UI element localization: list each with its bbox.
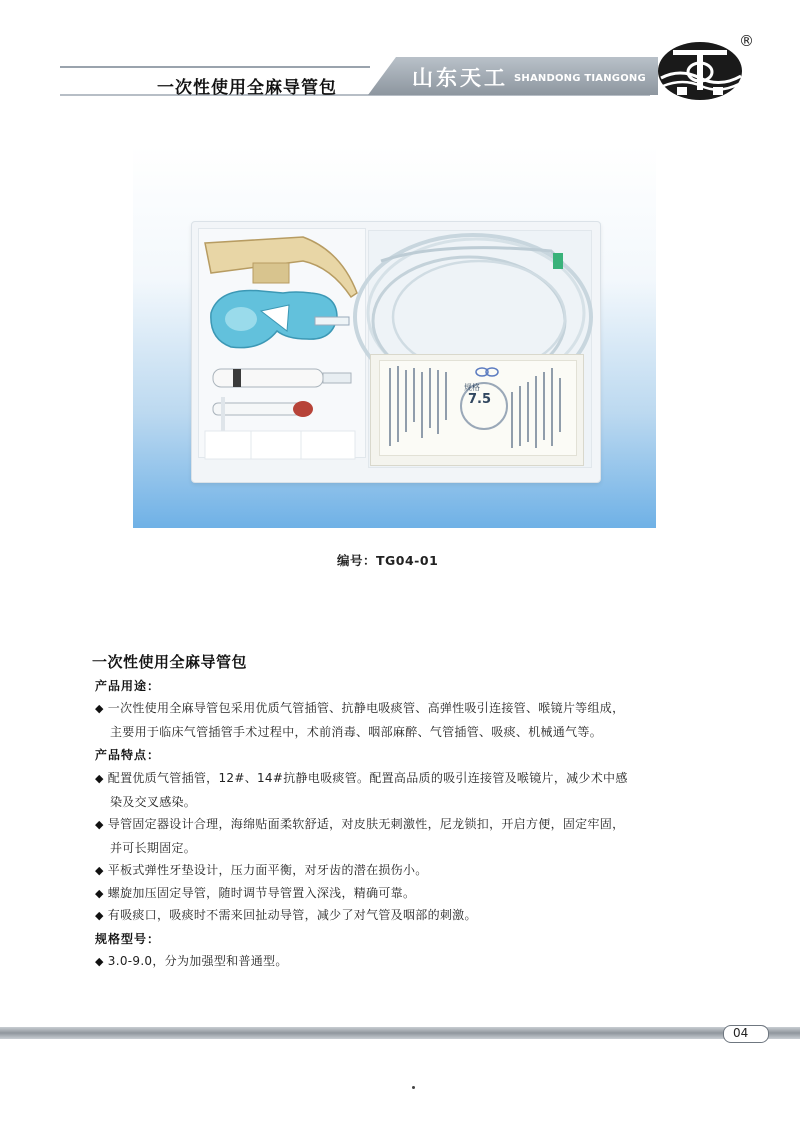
brand-name-en: SHANDONG TIANGONG <box>514 73 646 84</box>
tiangong-logo-icon <box>655 40 745 102</box>
feature-text: 平板式弹性牙垫设计，压力面平衡，对牙齿的潜在损伤小。 <box>107 863 428 877</box>
usage-heading: 产品用途： <box>95 679 161 693</box>
bullet-icon: ◆ <box>95 909 104 922</box>
bullet-icon: ◆ <box>95 772 104 785</box>
bullet-icon: ◆ <box>95 864 104 877</box>
size-badge-label: 规格 <box>464 383 480 392</box>
feature-item <box>95 769 628 786</box>
registered-mark: ® <box>739 32 754 50</box>
usage-line: 主要用于临床气管插管手术过程中，术前消毒、咽部麻醉、气管插管、吸痰、机械通气等。 <box>110 725 603 739</box>
feature-text: 螺旋加压固定导管，随时调节导管置入深浅，精确可靠。 <box>107 886 416 900</box>
spec-heading: 规格型号： <box>95 932 161 946</box>
page-title: 一次性使用全麻导管包 <box>157 78 337 98</box>
feature-item <box>95 906 477 923</box>
section-title: 一次性使用全麻导管包 <box>92 653 248 671</box>
feature-item <box>95 884 415 901</box>
footer-rule <box>0 1027 800 1039</box>
bullet-icon: ◆ <box>95 955 104 968</box>
bullet-icon: ◆ <box>95 818 104 831</box>
spec-text: 3.0-9.0，分为加强型和普通型。 <box>107 954 288 968</box>
usage-line <box>95 699 624 716</box>
feature-item <box>95 815 624 832</box>
feature-text: 导管固定器设计合理，海绵贴面柔软舒适，对皮肤无刺激性，尼龙锁扣，开启方便，固定牢固， <box>107 817 625 831</box>
print-dot <box>412 1086 415 1089</box>
feature-text: 有吸痰口，吸痰时不需来回扯动导管，减少了对气管及咽部的刺激。 <box>107 908 477 922</box>
bullet-icon: ◆ <box>95 887 104 900</box>
header-rule-top <box>60 66 370 68</box>
size-badge-value: 7.5 <box>468 392 492 407</box>
bullet-icon: ◆ <box>95 702 104 715</box>
feature-text: 配置优质气管插管，12#、14#抗静电吸痰管。配置高品质的吸引连接管及喉镜片，减少术中感 <box>107 771 628 785</box>
spec-item <box>95 952 288 969</box>
usage-text: 一次性使用全麻导管包采用优质气管插管、抗静电吸痰管、高弹性吸引连接管、喉镜片等组成， <box>107 701 625 715</box>
brand-name-cn: 山东天工 <box>412 66 508 90</box>
feature-item-cont: 并可长期固定。 <box>110 841 197 855</box>
product-code: 编号：TG04-01 <box>337 553 439 568</box>
feature-item-cont: 染及交叉感染。 <box>110 795 197 809</box>
page-number: 04 <box>733 1026 749 1040</box>
feature-item <box>95 861 428 878</box>
features-heading: 产品特点： <box>95 748 161 762</box>
